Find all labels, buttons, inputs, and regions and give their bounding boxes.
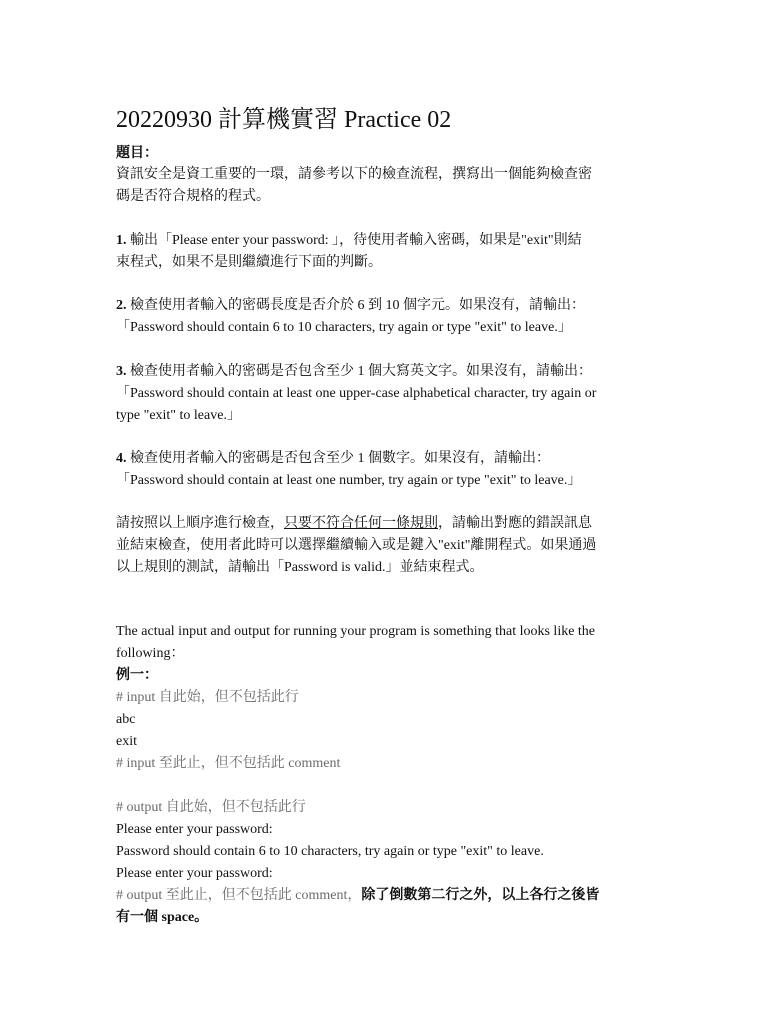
step-text: 輸出「Please enter your password: 」，待使用者輸入密碼，如果是"exit"則結 [130, 233, 582, 248]
output-start-comment: # output 自此始，但不包括此行 [116, 800, 306, 815]
intro-line: 碼是否符合規格的程式。 [116, 189, 270, 204]
input-line: exit [116, 734, 137, 749]
step-text: 檢查使用者輸入的密碼長度是否介於 6 到 10 個字元。如果沒有，請輸出： [130, 298, 585, 313]
document-title: 20220930 計算機實習 Practice 02 [116, 107, 452, 133]
instruction-text: ，請輸出對應的錯誤訊息 [438, 516, 592, 531]
step-number: 2. [116, 298, 127, 313]
step-1 [116, 230, 656, 274]
step-text: 束程式，如果不是則繼續進行下面的判斷。 [116, 255, 382, 270]
instruction-text: 以上規則的測試，請輸出「Password is valid.」並結束程式。 [116, 560, 484, 575]
intro-paragraph [116, 164, 656, 208]
intro-line: 資訊安全是資工重要的一環，請參考以下的檢查流程，撰寫出一個能夠檢查密 [116, 167, 592, 182]
output-note: 有一個 space。 [116, 910, 209, 925]
step-text: 「Password should contain at least one number, try again or type "exit" to leave.」 [116, 473, 582, 488]
step-3 [116, 361, 656, 427]
step-text: 檢查使用者輸入的密碼是否包含至少 1 個數字。如果沒有，請輸出： [130, 451, 550, 466]
example-input-block [116, 687, 656, 775]
example-intro-line: The actual input and output for running your program is something that looks like the [116, 624, 596, 639]
step-4 [116, 448, 656, 492]
step-text: 檢查使用者輸入的密碼是否包含至少 1 個大寫英文字。如果沒有，請輸出： [130, 364, 592, 379]
input-start-comment: # input 自此始，但不包括此行 [116, 690, 299, 705]
step-text: 「Password should contain 6 to 10 characters, try again or type "exit" to leave.」 [116, 320, 572, 335]
output-line: Please enter your password: [116, 866, 273, 881]
input-end-comment: # input 至此止，但不包括此 comment [116, 756, 341, 771]
example-output-block [116, 797, 656, 929]
output-line: Password should contain 6 to 10 characters, try again or type "exit" to leave. [116, 844, 544, 859]
example-label: 例一： [116, 668, 158, 683]
step-number: 1. [116, 233, 127, 248]
step-2 [116, 295, 656, 339]
output-line: Please enter your password: [116, 822, 273, 837]
instruction-emphasis: 只要不符合任何一條規則 [284, 516, 438, 531]
step-text: type "exit" to leave.」 [116, 408, 241, 423]
instruction-text: 並結束檢查，使用者此時可以選擇繼續輸入或是鍵入"exit"離開程式。如果通過 [116, 538, 597, 553]
input-line: abc [116, 712, 136, 727]
example-intro [116, 621, 656, 665]
step-text: 「Password should contain at least one upper-case alphabetical character, try again or [116, 386, 597, 401]
instruction-text: 請按照以上順序進行檢查， [116, 516, 284, 531]
example-intro-line: following： [116, 646, 185, 661]
step-number: 4. [116, 451, 127, 466]
output-note: 除了倒數第二行之外，以上各行之後皆 [361, 888, 600, 903]
problem-heading: 題目： [116, 146, 158, 161]
instruction-paragraph [116, 513, 656, 579]
step-number: 3. [116, 364, 127, 379]
output-end-comment: # output 至此止，但不包括此 comment， [116, 888, 362, 903]
